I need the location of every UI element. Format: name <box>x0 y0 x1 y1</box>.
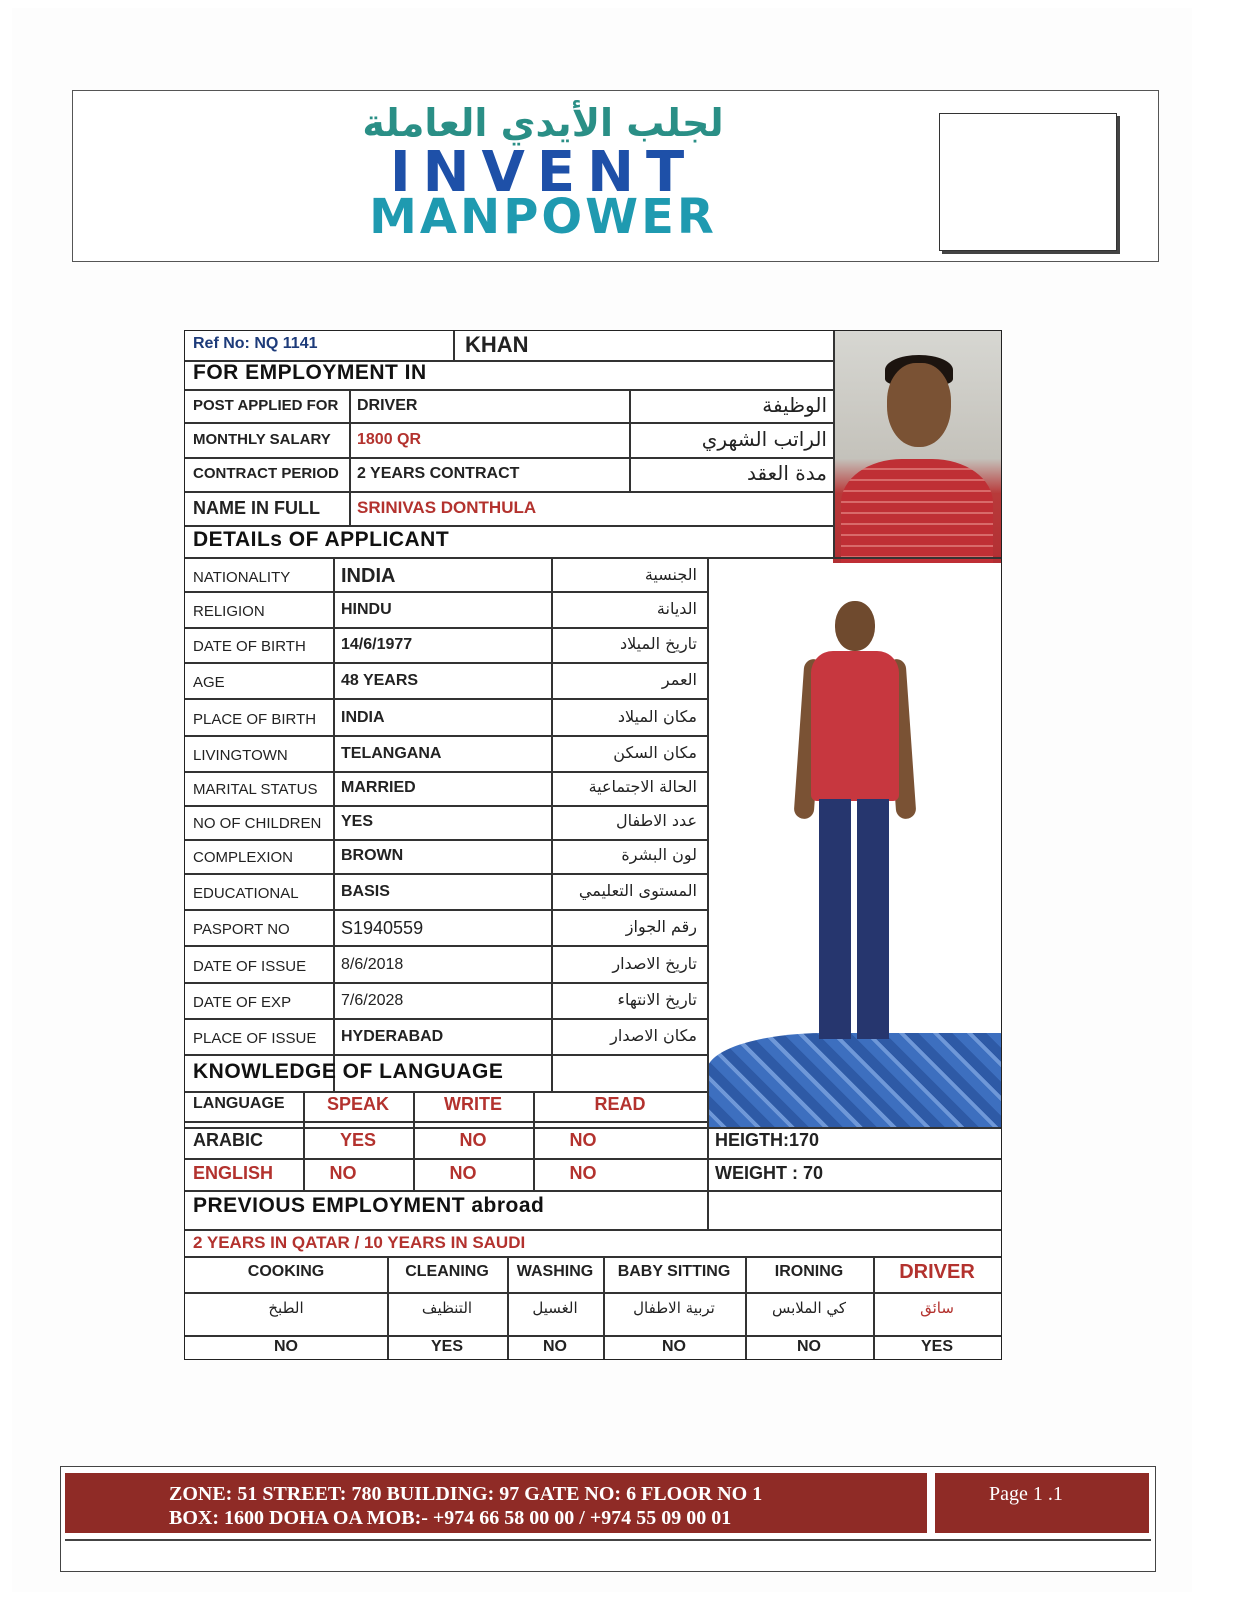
detail-value-0: INDIA <box>341 565 396 587</box>
language-header: LANGUAGE <box>193 1095 285 1112</box>
arabic-read: NO <box>569 1130 597 1150</box>
arabic-speak: YES <box>339 1130 377 1150</box>
detail-label-2: DATE OF BIRTH <box>193 638 306 655</box>
post-value: DRIVER <box>357 397 418 414</box>
detail-label-ar-9: المستوى التعليمي <box>578 881 697 900</box>
address-line-2: BOX: 1600 DOHA OA MOB:- +974 66 58 00 00 / +974 55 09 00 01 <box>169 1507 732 1529</box>
detail-label-ar-3: العمر <box>661 670 697 689</box>
page-number-box <box>935 1473 1149 1533</box>
footer <box>60 1466 1156 1572</box>
detail-label-7: NO OF CHILDREN <box>193 815 322 832</box>
detail-label-ar-10: رقم الجواز <box>625 917 697 936</box>
detail-label-ar-6: الحالة الاجتماعية <box>588 777 697 796</box>
speak-header: SPEAK <box>326 1094 389 1114</box>
skill-value-3: NO <box>662 1338 686 1355</box>
address-line-1: ZONE: 51 STREET: 780 BUILDING: 97 GATE NO: 6 FLOOR NO 1 <box>169 1483 763 1505</box>
letterhead <box>72 90 1159 262</box>
detail-label-ar-8: لون البشرة <box>621 845 697 864</box>
page-number: Page 1 .1 <box>989 1483 1063 1505</box>
post-label: POST APPLIED FOR <box>193 397 339 414</box>
skill-label-ar-1: التنظيف <box>421 1299 473 1317</box>
skill-label-ar-0: الطبخ <box>268 1299 304 1317</box>
skill-label-ar-3: تربية الاطفال <box>633 1299 715 1317</box>
salary-label: MONTHLY SALARY <box>193 431 331 448</box>
detail-label-5: LIVINGTOWN <box>193 747 288 764</box>
section-language-title: KNOWLEDGE OF LANGUAGE <box>193 1060 504 1083</box>
previous-employment-value: 2 YEARS IN QATAR / 10 YEARS IN SAUDI <box>193 1233 526 1252</box>
detail-label-ar-1: الديانة <box>656 599 697 618</box>
read-header: READ <box>594 1094 646 1114</box>
detail-label-4: PLACE OF BIRTH <box>193 711 317 728</box>
name-value: SRINIVAS DONTHULA <box>357 498 537 517</box>
skill-value-0: NO <box>274 1338 298 1355</box>
detail-label-11: DATE OF ISSUE <box>193 958 307 975</box>
section-previous-title: PREVIOUS EMPLOYMENT abroad <box>193 1194 545 1217</box>
english-read: NO <box>569 1163 597 1183</box>
skill-label-5: DRIVER <box>899 1261 975 1283</box>
contract-label-ar: مدة العقد <box>747 461 827 485</box>
write-header: WRITE <box>444 1094 502 1114</box>
skill-value-2: NO <box>543 1338 567 1355</box>
detail-value-2: 14/6/1977 <box>341 636 413 653</box>
stamp-box <box>939 113 1117 251</box>
footer-rule <box>65 1539 1151 1541</box>
skill-label-ar-2: الغسيل <box>532 1299 578 1317</box>
detail-label-9: EDUCATIONAL <box>193 885 299 902</box>
name-label: NAME IN FULL <box>193 498 320 518</box>
salary-label-ar: الراتب الشهري <box>701 427 827 451</box>
detail-label-0: NATIONALITY <box>193 569 291 586</box>
detail-value-4: INDIA <box>341 709 385 726</box>
contract-label: CONTRACT PERIOD <box>193 465 339 482</box>
skill-label-1: CLEANING <box>405 1263 489 1280</box>
post-label-ar: الوظيفة <box>762 393 827 417</box>
detail-label-1: RELIGION <box>193 603 265 620</box>
detail-label-ar-7: عدد الاطفال <box>615 811 697 830</box>
detail-label-ar-13: مكان الاصدار <box>610 1026 697 1045</box>
skill-label-3: BABY SITTING <box>617 1263 731 1280</box>
detail-label-3: AGE <box>193 674 225 691</box>
salary-value: 1800 QR <box>357 431 422 448</box>
detail-value-11: 8/6/2018 <box>341 956 404 973</box>
detail-label-ar-0: الجنسية <box>644 565 697 584</box>
skill-label-2: WASHING <box>516 1263 594 1280</box>
detail-label-13: PLACE OF ISSUE <box>193 1030 317 1047</box>
language-name-arabic: ARABIC <box>193 1130 263 1150</box>
application-form <box>184 330 1002 1360</box>
detail-value-3: 48 YEARS <box>341 672 419 689</box>
address-bar <box>65 1473 927 1533</box>
detail-value-8: BROWN <box>341 847 404 864</box>
detail-value-6: MARRIED <box>341 779 416 796</box>
section-employment-title: FOR EMPLOYMENT IN <box>193 361 427 384</box>
detail-label-6: MARITAL STATUS <box>193 781 318 798</box>
english-write: NO <box>449 1163 477 1183</box>
detail-label-ar-4: مكان الميلاد <box>617 707 697 726</box>
height-value: HEIGTH:170 <box>715 1130 820 1150</box>
contract-value: 2 YEARS CONTRACT <box>357 465 520 482</box>
logo-line-manpower: MANPOWER <box>369 189 717 245</box>
skill-label-ar-5: سائق <box>920 1299 954 1317</box>
skill-label-4: IRONING <box>774 1263 844 1280</box>
skill-value-1: YES <box>430 1338 463 1355</box>
applicant-portrait-photo <box>833 331 1001 563</box>
logo-arabic-text: لجلب الأيدي العاملة <box>362 101 724 145</box>
detail-label-ar-12: تاريخ الانتهاء <box>617 990 697 1009</box>
skill-value-4: NO <box>797 1338 821 1355</box>
detail-label-12: DATE OF EXP <box>193 994 292 1011</box>
detail-label-ar-2: تاريخ الميلاد <box>620 634 697 653</box>
ref-number: Ref No: NQ 1141 <box>193 335 318 352</box>
detail-value-1: HINDU <box>341 601 392 618</box>
detail-value-9: BASIS <box>341 883 390 900</box>
detail-label-8: COMPLEXION <box>193 849 294 866</box>
applicant-full-body-photo <box>707 563 1001 1127</box>
logo-line-invent: INVENT <box>389 140 697 205</box>
skill-value-5: YES <box>920 1338 953 1355</box>
detail-value-12: 7/6/2028 <box>341 992 404 1009</box>
section-details-title: DETAILs OF APPLICANT <box>193 528 450 551</box>
detail-label-ar-5: مكان السكن <box>613 743 697 762</box>
english-speak: NO <box>329 1163 357 1183</box>
detail-value-5: TELANGANA <box>341 745 442 762</box>
language-name-english: ENGLISH <box>193 1163 274 1183</box>
agent-name: KHAN <box>465 332 529 357</box>
skill-label-0: COOKING <box>247 1263 325 1280</box>
detail-label-ar-11: تاريخ الاصدار <box>612 954 697 973</box>
detail-value-10: S1940559 <box>341 918 424 938</box>
arabic-write: NO <box>459 1130 487 1150</box>
detail-value-7: YES <box>341 813 374 830</box>
detail-value-13: HYDERABAD <box>341 1028 444 1045</box>
skill-label-ar-4: كي الملابس <box>771 1299 847 1317</box>
weight-value: WEIGHT : 70 <box>715 1163 824 1183</box>
detail-label-10: PASPORT NO <box>193 921 290 938</box>
